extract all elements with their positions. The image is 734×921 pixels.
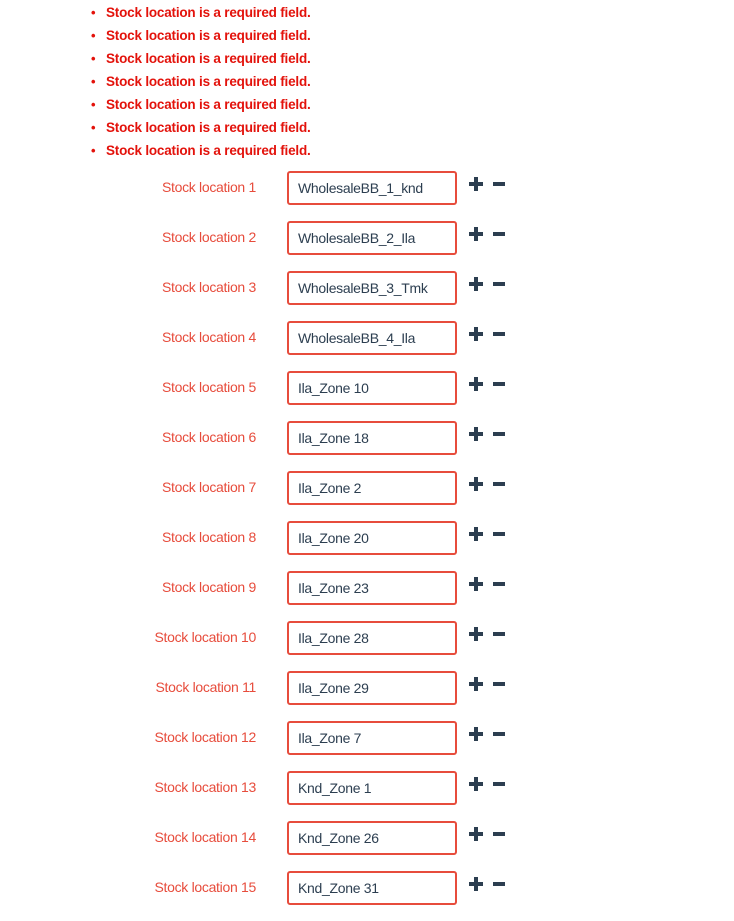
add-location-button[interactable] — [469, 525, 485, 543]
error-text: Stock location is a required field. — [106, 120, 311, 135]
plus-icon — [469, 327, 485, 341]
add-location-button[interactable] — [469, 175, 485, 193]
add-location-button[interactable] — [469, 725, 485, 743]
bullet-icon: • — [91, 74, 96, 89]
plus-icon — [469, 527, 485, 541]
stock-location-row — [0, 621, 734, 671]
remove-location-button[interactable] — [493, 575, 509, 593]
bullet-icon: • — [91, 143, 96, 158]
minus-icon — [493, 827, 509, 841]
add-location-button[interactable] — [469, 825, 485, 843]
stock-location-label: Stock location 4 — [161, 329, 256, 345]
stock-location-label: Stock location 8 — [161, 529, 256, 545]
remove-location-button[interactable] — [493, 725, 509, 743]
add-location-button[interactable] — [469, 775, 485, 793]
stock-location-input[interactable] — [287, 771, 457, 805]
remove-location-button[interactable] — [493, 225, 509, 243]
remove-location-button[interactable] — [493, 175, 509, 193]
stock-location-input[interactable] — [287, 171, 457, 205]
minus-icon — [493, 527, 509, 541]
minus-icon — [493, 577, 509, 591]
plus-icon — [469, 227, 485, 241]
minus-icon — [493, 427, 509, 441]
minus-icon — [493, 277, 509, 291]
error-message — [91, 116, 311, 139]
minus-icon — [493, 377, 509, 391]
remove-location-button[interactable] — [493, 675, 509, 693]
remove-location-button[interactable] — [493, 875, 509, 893]
stock-location-row — [0, 271, 734, 321]
stock-location-row — [0, 821, 734, 871]
error-message — [91, 93, 311, 116]
bullet-icon: • — [91, 120, 96, 135]
remove-location-button[interactable] — [493, 325, 509, 343]
error-message — [91, 24, 311, 47]
stock-location-input[interactable] — [287, 821, 457, 855]
stock-location-label: Stock location 15 — [154, 879, 256, 895]
plus-icon — [469, 677, 485, 691]
plus-icon — [469, 377, 485, 391]
stock-location-label: Stock location 12 — [154, 729, 256, 745]
error-text: Stock location is a required field. — [106, 74, 311, 89]
stock-location-input[interactable] — [287, 671, 457, 705]
plus-icon — [469, 277, 485, 291]
plus-icon — [469, 627, 485, 641]
plus-icon — [469, 177, 485, 191]
stock-location-row — [0, 371, 734, 421]
remove-location-button[interactable] — [493, 375, 509, 393]
bullet-icon: • — [91, 5, 96, 20]
add-location-button[interactable] — [469, 675, 485, 693]
stock-location-input[interactable] — [287, 471, 457, 505]
stock-location-input[interactable] — [287, 621, 457, 655]
minus-icon — [493, 677, 509, 691]
stock-location-label: Stock location 13 — [154, 779, 256, 795]
plus-icon — [469, 877, 485, 891]
stock-location-row — [0, 871, 734, 921]
error-message — [91, 47, 311, 70]
add-location-button[interactable] — [469, 625, 485, 643]
error-text: Stock location is a required field. — [106, 143, 311, 158]
stock-location-input[interactable] — [287, 721, 457, 755]
minus-icon — [493, 177, 509, 191]
remove-location-button[interactable] — [493, 525, 509, 543]
stock-location-label: Stock location 9 — [161, 579, 256, 595]
error-text: Stock location is a required field. — [106, 28, 311, 43]
plus-icon — [469, 727, 485, 741]
error-message — [91, 139, 311, 162]
stock-location-input[interactable] — [287, 421, 457, 455]
remove-location-button[interactable] — [493, 275, 509, 293]
error-message — [91, 1, 311, 24]
stock-location-row — [0, 771, 734, 821]
stock-location-row — [0, 471, 734, 521]
stock-location-label: Stock location 14 — [154, 829, 256, 845]
stock-location-label: Stock location 2 — [161, 229, 256, 245]
stock-location-input[interactable] — [287, 221, 457, 255]
stock-location-row — [0, 671, 734, 721]
minus-icon — [493, 227, 509, 241]
bullet-icon: • — [91, 51, 96, 66]
stock-location-row — [0, 321, 734, 371]
minus-icon — [493, 477, 509, 491]
add-location-button[interactable] — [469, 575, 485, 593]
add-location-button[interactable] — [469, 325, 485, 343]
stock-location-row — [0, 171, 734, 221]
stock-location-label: Stock location 1 — [161, 179, 256, 195]
stock-location-label: Stock location 6 — [161, 429, 256, 445]
remove-location-button[interactable] — [493, 425, 509, 443]
minus-icon — [493, 877, 509, 891]
remove-location-button[interactable] — [493, 775, 509, 793]
stock-location-label: Stock location 5 — [161, 379, 256, 395]
stock-location-label: Stock location 11 — [155, 679, 256, 695]
bullet-icon: • — [91, 97, 96, 112]
stock-location-row — [0, 571, 734, 621]
plus-icon — [469, 777, 485, 791]
stock-location-row — [0, 721, 734, 771]
error-message — [91, 70, 311, 93]
add-location-button[interactable] — [469, 375, 485, 393]
minus-icon — [493, 327, 509, 341]
stock-location-input[interactable] — [287, 871, 457, 905]
remove-location-button[interactable] — [493, 825, 509, 843]
stock-location-label: Stock location 3 — [161, 279, 256, 295]
error-text: Stock location is a required field. — [106, 5, 311, 20]
plus-icon — [469, 577, 485, 591]
stock-location-input[interactable] — [287, 271, 457, 305]
add-location-button[interactable] — [469, 875, 485, 893]
add-location-button[interactable] — [469, 475, 485, 493]
stock-location-label: Stock location 10 — [154, 629, 256, 645]
add-location-button[interactable] — [469, 425, 485, 443]
stock-location-input[interactable] — [287, 371, 457, 405]
error-text: Stock location is a required field. — [106, 51, 311, 66]
remove-location-button[interactable] — [493, 625, 509, 643]
minus-icon — [493, 627, 509, 641]
stock-location-label: Stock location 7 — [161, 479, 256, 495]
stock-location-input[interactable] — [287, 321, 457, 355]
stock-location-row — [0, 421, 734, 471]
add-location-button[interactable] — [469, 275, 485, 293]
plus-icon — [469, 477, 485, 491]
plus-icon — [469, 827, 485, 841]
stock-location-input[interactable] — [287, 571, 457, 605]
bullet-icon: • — [91, 28, 96, 43]
stock-location-input[interactable] — [287, 521, 457, 555]
minus-icon — [493, 727, 509, 741]
minus-icon — [493, 777, 509, 791]
remove-location-button[interactable] — [493, 475, 509, 493]
stock-location-row — [0, 521, 734, 571]
stock-location-row — [0, 221, 734, 271]
plus-icon — [469, 427, 485, 441]
error-text: Stock location is a required field. — [106, 97, 311, 112]
add-location-button[interactable] — [469, 225, 485, 243]
